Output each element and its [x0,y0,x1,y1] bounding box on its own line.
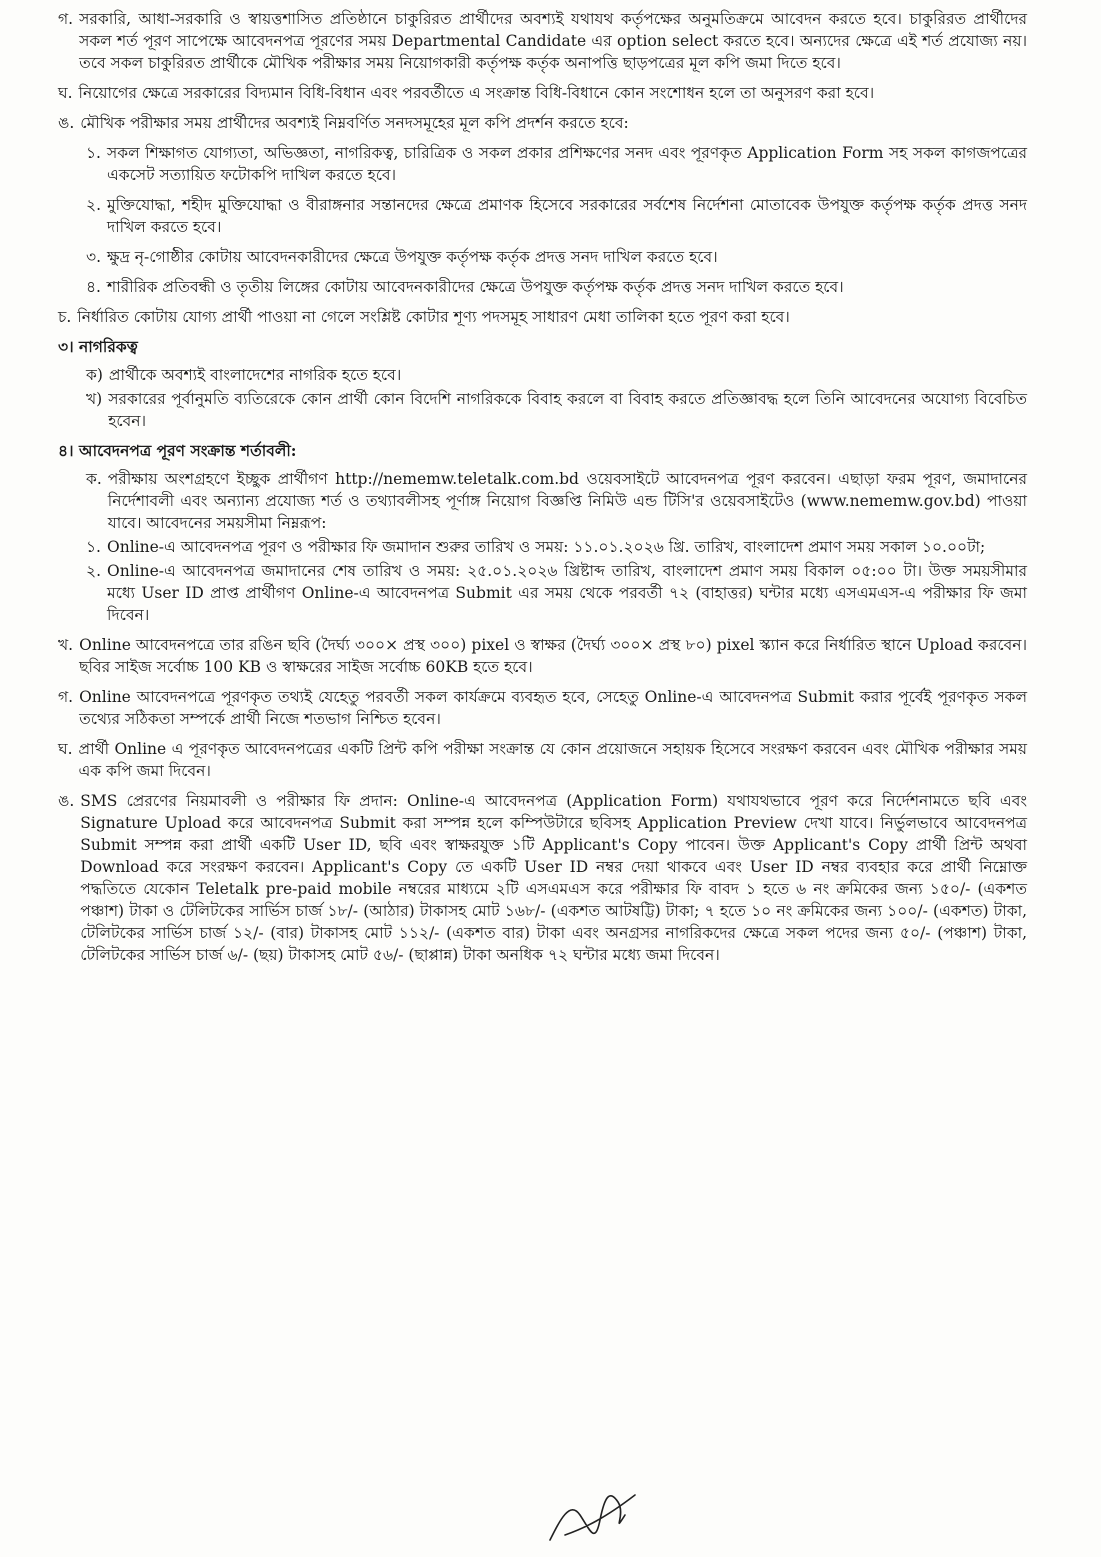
document-item-3 [86,246,1027,268]
terms-item-ga [58,686,1027,730]
item-label: ঙ. [58,792,75,810]
item-text: SMS প্রেরণের নিয়মাবলী ও পরীক্ষার ফি প্রদান: Online-এ আবেদনপত্র (Application Form) যথাযথভাবে পূরণ করে নির্দেশনামতে ছবি এবং Signature Upload করে আবেদনপত্র Submit করা সম্পন্ন হলে কম্পিউটারে ছবিসহ Application Preview দেখা যাবে। নির্ভুলভাবে আবেদনপত্র Submit সম্পন্ন করা প্রার্থী একটি User ID, ছবি এবং স্বাক্ষরযুক্ত ১টি Applicant's Copy পাবেন। উক্ত Applicant's Copy প্রার্থী প্রিন্ট অথবা Download করে সংরক্ষণ করবেন। Applicant's Copy তে একটি User ID নম্বর দেয়া থাকবে এবং User ID নম্বর ব্যবহার করে প্রার্থী নিম্নোক্ত পদ্ধতিতে যেকোন Teletalk pre-paid mobile নম্বরের মাধ্যমে ২টি এসএমএস করে পরীক্ষার ফি বাবদ ১ হতে ৬ নং ক্রমিকের জন্য ১৫০/- (একশত পঞ্চাশ) টাকা ও টেলিটকের সার্ভিস চার্জ ১৮/- (আঠার) টাকাসহ মোট ১৬৮/- (একশত আটষট্টি) টাকা; ৭ হতে ১০ নং ক্রমিকের জন্য ১০০/- (একশত) টাকা, টেলিটকের সার্ভিস চার্জ ১২/- (বার) টাকাসহ মোট ১১২/- (একশত বার) টাকা এবং অনগ্রসর নাগরিকদের ক্ষেত্রে সকল পদের জন্য ৫০/- (পঞ্চাশ) টাকা, টেলিটকের সার্ভিস চার্জ ৬/- (ছয়) টাকাসহ মোট ৫৬/- (ছাপ্পান্ন) টাকা অনধিক ৭২ ঘন্টার মধ্যে জমা দিবেন। [80,792,1027,964]
item-label: ক. [86,470,102,488]
item-label: গ. [58,10,74,28]
citizenship-item-ka [86,364,1027,386]
item-label: ৩. [86,248,102,266]
item-label: ২. [86,196,102,214]
item-nga [58,112,1027,134]
item-text: Online-এ আবেদনপত্র জমাদানের শেষ তারিখ ও সময়: ২৫.০১.২০২৬ খ্রিষ্টাব্দ তারিখ, বাংলাদেশ প্রমাণ সময় বিকাল ০৫:০০ টা। উক্ত সময়সীমার মধ্যে User ID প্রাপ্ত প্রার্থীগণ Online-এ আবেদনপত্র Submit এর সময় থেকে পরবর্তী ৭২ (বাহাত্তর) ঘন্টার মধ্যে এসএমএস-এ পরীক্ষার ফি জমা দিবেন। [107,562,1027,624]
terms-item-kha [58,634,1027,678]
section-heading-citizenship: ৩। নাগরিকত্ব [58,337,138,356]
item-text: Online-এ আবেদনপত্র পূরণ ও পরীক্ষার ফি জমাদান শুরুর তারিখ ও সময়: ১১.০১.২০২৬ খ্রি. তারিখ, বাংলাদেশ প্রমাণ সময় সকাল ১০.০০টা; [107,538,986,556]
item-cha [58,306,1027,328]
item-text: শারীরিক প্রতিবন্ধী ও তৃতীয় লিঙ্গের কোটায় আবেদনকারীদের ক্ষেত্রে উপযুক্ত কর্তৃপক্ষ কর্তৃক প্রদত্ত সনদ দাখিল করতে হবে। [107,278,844,296]
terms-item-nga-sms [58,790,1027,966]
item-text: নির্ধারিত কোটায় যোগ্য প্রার্থী পাওয়া না গেলে সংশ্লিষ্ট কোটার শূণ্য পদসমূহ সাধারণ মেধা তালিকা হতে পূরণ করা হবে। [77,308,790,326]
item-label: ঙ. [58,114,75,132]
item-text: মুক্তিযোদ্ধা, শহীদ মুক্তিযোদ্ধা ও বীরাঙ্গনার সন্তানদের ক্ষেত্রে প্রমাণক হিসেবে সরকারের সর্বশেষ নির্দেশনা মোতাবেক উপযুক্ত কর্তৃপক্ষ কর্তৃক প্রদত্ত সনদ দাখিল করতে হবে। [107,196,1027,236]
item-label: ৪. [86,278,101,296]
item-label: গ. [58,688,74,706]
item-ga [58,8,1027,74]
section-heading-application-terms: ৪। আবেদনপত্র পূরণ সংক্রান্ত শর্তাবলী: [58,441,297,460]
item-label: ঘ. [58,740,73,758]
item-text: পরীক্ষায় অংশগ্রহণে ইচ্ছুক প্রার্থীগণ http://nememw.teletalk.com.bd ওয়েবসাইটে আবেদনপত্র পূরণ করবেন। এছাড়া ফরম পূরণ, জমাদানের নির্দেশাবলী এবং অন্যান্য প্রযোজ্য শর্ত ও তথ্যাবলীসহ পূর্ণাঙ্গ নিয়োগ বিজ্ঞপ্তি নিমিউ এন্ড টিসি'র ওয়েবসাইটেও (www.nememw.gov.bd) পাওয়া যাবে। আবেদনের সময়সীমা নিম্নরূপ: [107,470,1027,532]
timeline-item-2 [86,560,1027,626]
handwritten-signature [540,1480,640,1550]
item-text: নিয়োগের ক্ষেত্রে সরকারের বিদ্যমান বিধি-বিধান এবং পরবর্তীতে এ সংক্রান্ত বিধি-বিধানে কোন সংশোধন হলে তা অনুসরণ করা হবে। [78,84,875,102]
item-gha [58,82,1027,104]
timeline-item-1 [86,536,1027,558]
document-item-1 [86,142,1027,186]
item-text: সরকারের পূর্বানুমতি ব্যতিরেকে কোন প্রার্থী কোন বিদেশি নাগরিককে বিবাহ করলে বা বিবাহ করতে প্রতিজ্ঞাবদ্ধ হলে তিনি আবেদনের অযোগ্য বিবেচিত হবেন। [108,390,1027,430]
item-label: ২. [86,562,102,580]
item-label: খ. [58,636,74,654]
item-label: ১. [86,144,101,162]
document-item-4 [86,276,1027,298]
item-text: Online আবেদনপত্রে তার রঙিন ছবি (দৈর্ঘ্য ৩০০× প্রস্থ ৩০০) pixel ও স্বাক্ষর (দৈর্ঘ্য ৩০০× প্রস্থ ৮০) pixel স্ক্যান করে নির্ধারিত স্থানে Upload করবেন। ছবির সাইজ সর্বোচ্চ 100 KB ও স্বাক্ষরের সাইজ সর্বোচ্চ 60KB হতে হবে। [79,636,1027,676]
citizenship-item-kha [86,388,1027,432]
item-text: সরকারি, আধা-সরকারি ও স্বায়ত্তশাসিত প্রতিষ্ঠানে চাকুরিরত প্রার্থীদের অবশ্যই যথাযথ কর্তৃপক্ষের অনুমতিক্রমে আবেদন করতে হবে। চাকুরিরত প্রার্থীদের সকল শর্ত পূরণ সাপেক্ষে আবেদনপত্র পূরণের সময় Departmental Candidate এর option select করতে হবে। অন্যদের ক্ষেত্রে এই শর্ত প্রযোজ্য নয়। তবে সকল চাকুরিরত প্রার্থীকে মৌখিক পরীক্ষার সময় নিয়োগকারী কর্তৃপক্ষ কর্তৃক অনাপত্তি ছাড়পত্রের মূল কপি জমা দিতে হবে। [79,10,1027,72]
item-text: সকল শিক্ষাগত যোগ্যতা, অভিজ্ঞতা, নাগরিকত্ব, চারিত্রিক ও সকল প্রকার প্রশিক্ষণের সনদ এবং পূরণকৃত Application Form সহ সকল কাগজপত্রের একসেট সত্যায়িত ফটোকপি দাখিল করতে হবে। [107,144,1027,184]
terms-item-ka [86,468,1027,534]
item-label: খ) [86,390,103,408]
item-text: ক্ষুদ্র নৃ-গোষ্ঠীর কোটায় আবেদনকারীদের ক্ষেত্রে উপযুক্ত কর্তৃপক্ষ কর্তৃক প্রদত্ত সনদ দাখিল করতে হবে। [107,248,718,266]
item-text: Online আবেদনপত্রে পূরণকৃত তথ্যই যেহেতু পরবর্তী সকল কার্যক্রমে ব্যবহৃত হবে, সেহেতু Online-এ আবেদনপত্র Submit করার পূর্বেই পূরণকৃত সকল তথ্যের সঠিকতা সম্পর্কে প্রার্থী নিজে শতভাগ নিশ্চিত হবেন। [79,688,1027,728]
terms-item-gha [58,738,1027,782]
item-text: প্রার্থী Online এ পূরণকৃত আবেদনপত্রের একটি প্রিন্ট কপি পরীক্ষা সংক্রান্ত যে কোন প্রয়োজনে সহায়ক হিসেবে সংরক্ষণ করবেন এবং মৌখিক পরীক্ষার সময় এক কপি জমা দিবেন। [78,740,1027,780]
item-label: ১. [86,538,101,556]
item-text: প্রার্থীকে অবশ্যই বাংলাদেশের নাগরিক হতে হবে। [108,366,402,384]
item-label: ক) [86,366,103,384]
item-label: চ. [58,308,72,326]
document-item-2 [86,194,1027,238]
item-text: মৌখিক পরীক্ষার সময় প্রার্থীদের অবশ্যই নিম্নবর্ণিত সনদসমূহের মূল কপি প্রদর্শন করতে হবে: [80,114,629,132]
item-label: ঘ. [58,84,73,102]
